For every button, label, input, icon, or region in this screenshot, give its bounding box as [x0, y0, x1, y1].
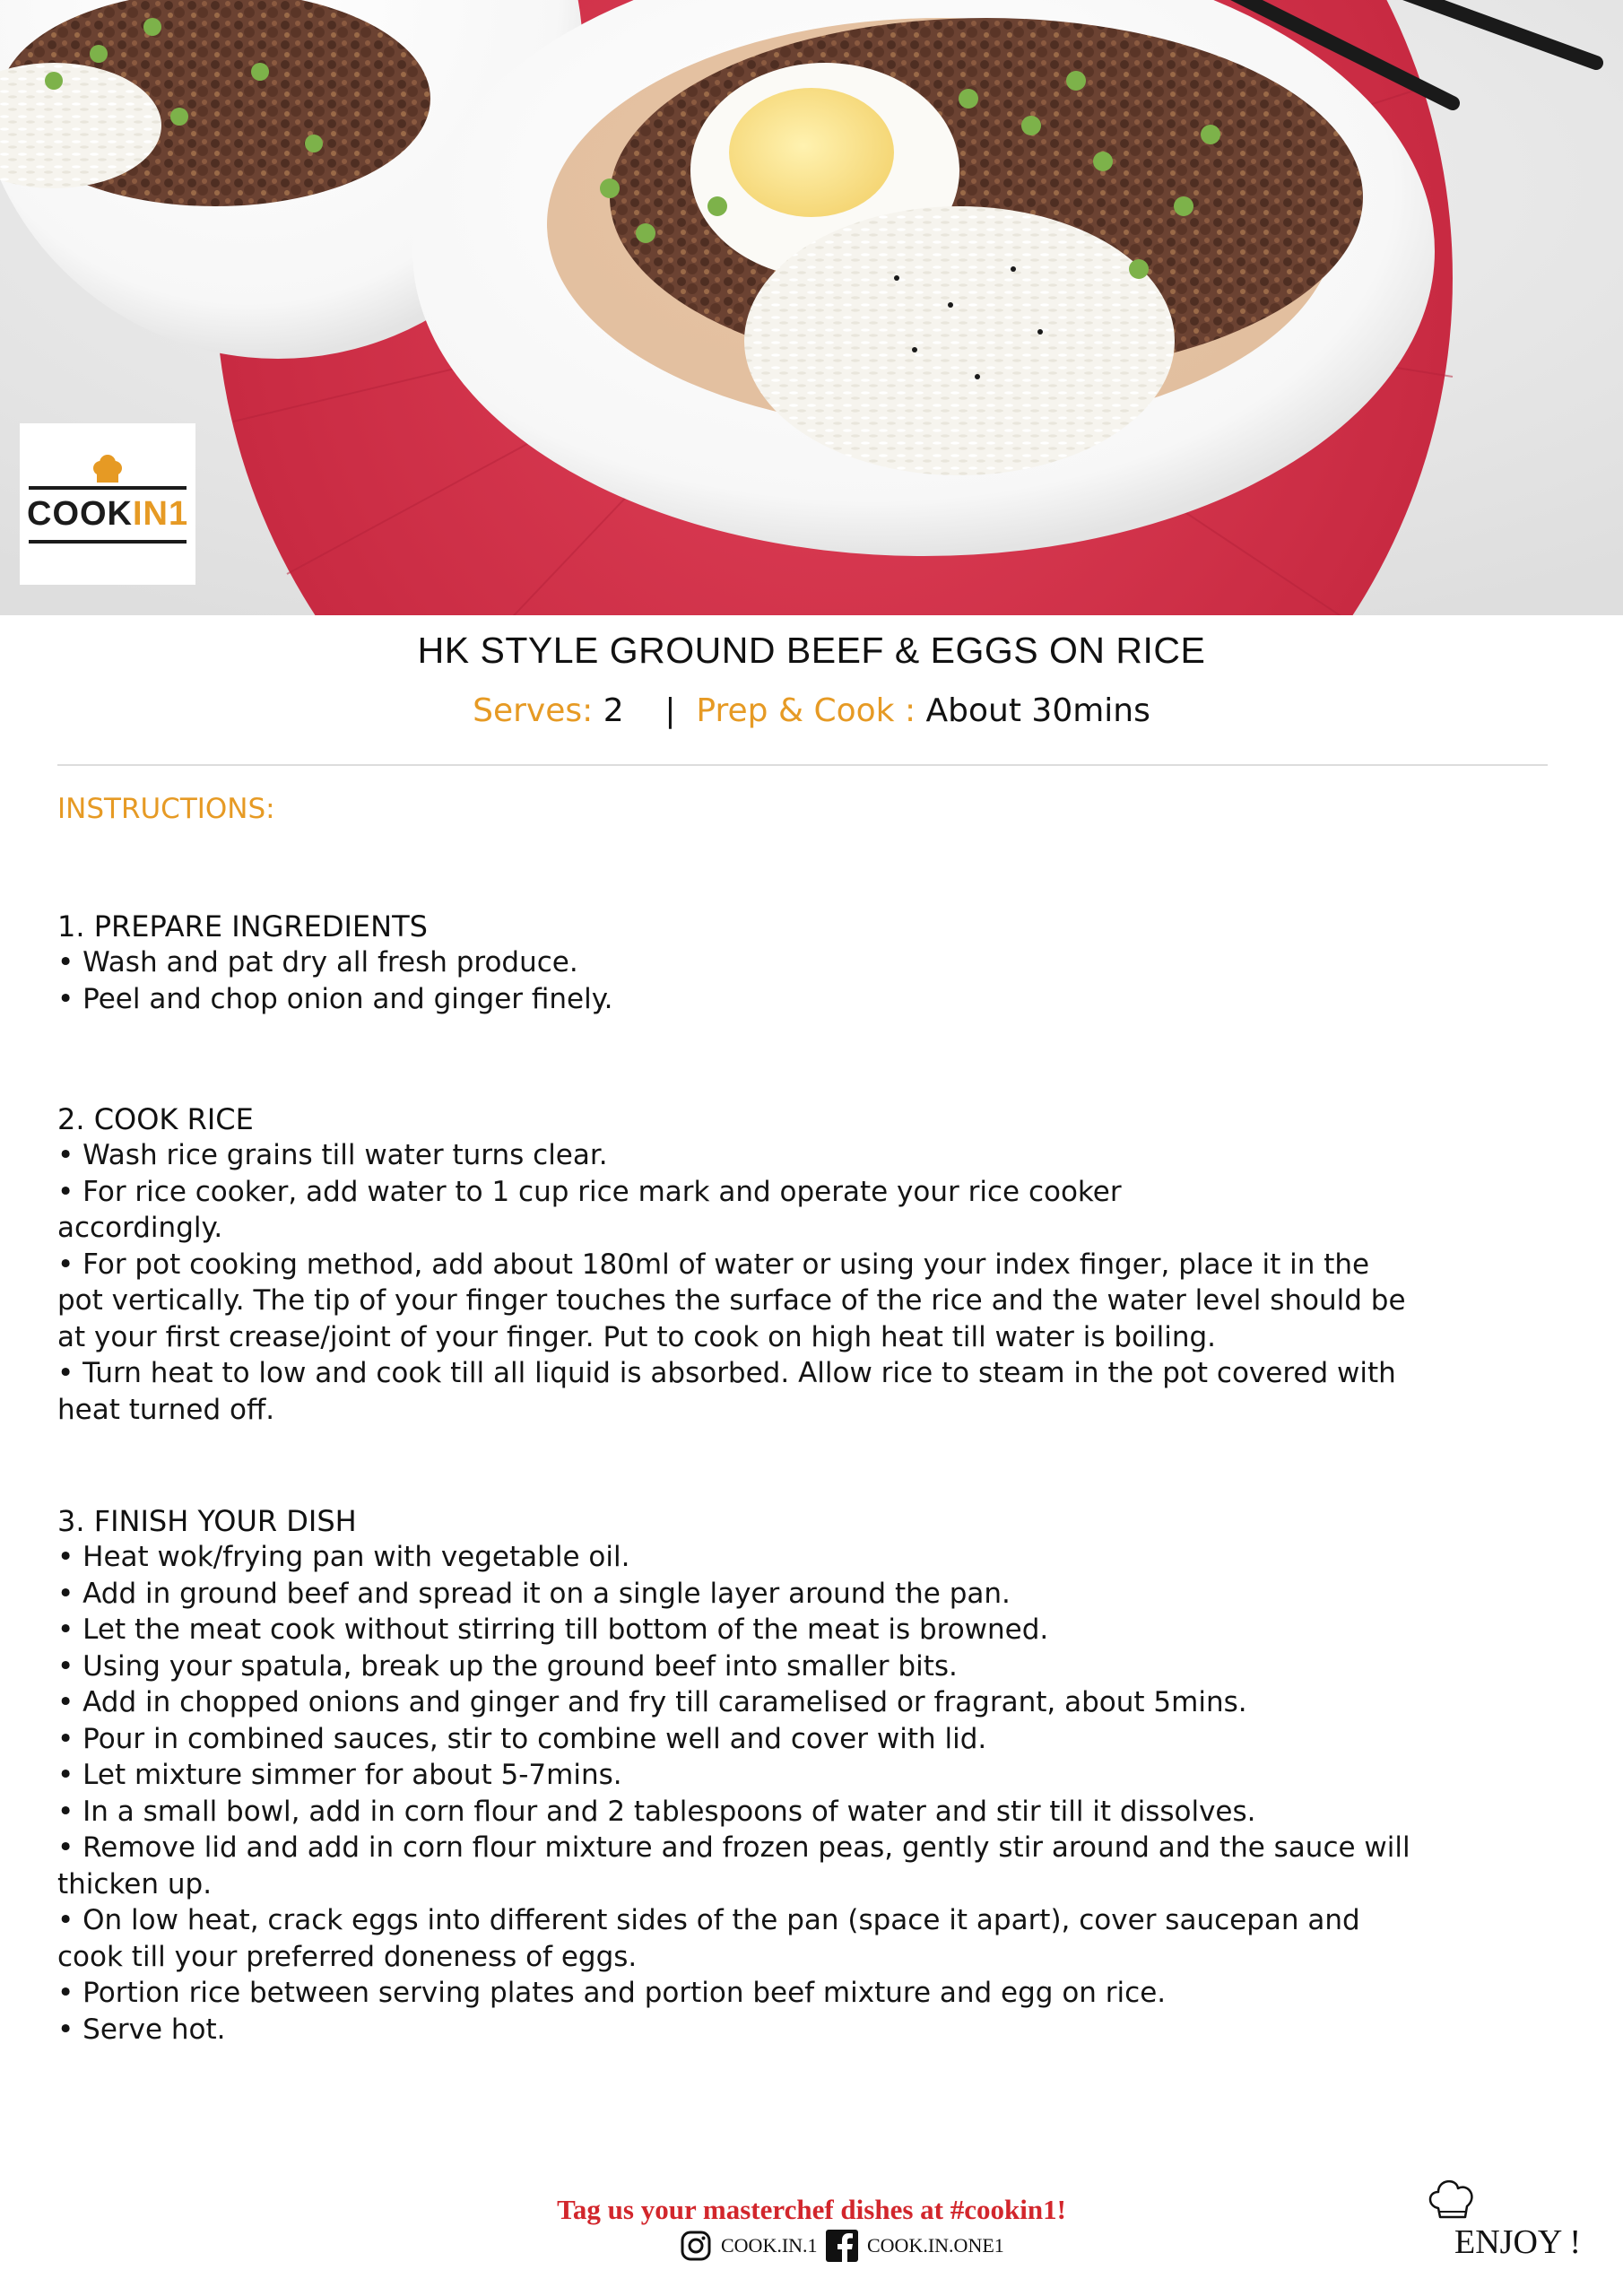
- step-line: • Portion rice between serving plates and portion beef mixture and egg on rice.: [57, 1977, 1167, 2009]
- step-line: thicken up.: [57, 1867, 213, 1900]
- logo-text-main: COOK: [27, 495, 133, 533]
- instructions-heading: INSTRUCTIONS:: [57, 793, 275, 825]
- step-line: • In a small bowl, add in corn flour and 2 tablespoons of water and stir till it dissolves.: [57, 1795, 1256, 1828]
- tagline: Tag us your masterchef dishes at #cookin1!: [557, 2194, 1066, 2225]
- recipe-meta: [0, 692, 1623, 729]
- instagram-icon: [680, 2230, 712, 2262]
- step-line: accordingly.: [57, 1212, 223, 1244]
- step-line: • Remove lid and add in corn flour mixture and frozen peas, gently stir around and the sauce will: [57, 1831, 1410, 1864]
- brand-logo: [20, 423, 195, 585]
- step-prepare-ingredients: [57, 909, 1564, 1017]
- facebook-icon: [826, 2230, 858, 2262]
- step-line: • Wash rice grains till water turns clear.: [57, 1139, 608, 1171]
- step-line: • On low heat, crack eggs into different sides of the pan (space it apart), cover saucepan and: [57, 1904, 1360, 1936]
- divider: [57, 764, 1548, 766]
- facebook-handle: COOK.IN.ONE1: [867, 2234, 1004, 2257]
- instagram-handle: COOK.IN.1: [721, 2234, 818, 2257]
- logo-rule-top: [29, 486, 187, 490]
- step-line: at your first crease/joint of your finger. Put to cook on high heat till water is boiling.: [57, 1320, 1217, 1353]
- step-line: • Using your spatula, break up the ground beef into smaller bits.: [57, 1649, 958, 1683]
- enjoy-text: ENJOY !: [1454, 2223, 1582, 2261]
- logo-wordmark: [27, 495, 188, 534]
- step-line: • Peel and chop onion and ginger finely.: [57, 982, 613, 1015]
- step-line: • Add in ground beef and spread it on a single layer around the pan.: [57, 1577, 1011, 1610]
- step-heading: 2. COOK RICE: [57, 1102, 254, 1136]
- step-cook-rice: [57, 1101, 1564, 1428]
- step-line: • Pour in combined sauces, stir to combine well and cover with lid.: [57, 1722, 987, 1755]
- dish-photo: [0, 0, 1623, 615]
- step-line: • Wash and pat dry all fresh produce.: [57, 946, 578, 978]
- step-line: • Heat wok/frying pan with vegetable oil.: [57, 1541, 630, 1573]
- recipe-title: HK STYLE GROUND BEEF & EGGS ON RICE: [417, 630, 1206, 671]
- chef-hat-icon: [1426, 2172, 1480, 2230]
- step-line: pot vertically. The tip of your finger touches the surface of the rice and the water level should be: [57, 1284, 1406, 1317]
- instagram-link[interactable]: [680, 2228, 818, 2264]
- prep-value: About 30mins: [925, 692, 1150, 729]
- step-line: • Let mixture simmer for about 5-7mins.: [57, 1759, 622, 1791]
- step-line: • Serve hot.: [57, 2013, 226, 2046]
- serves-label: Serves:: [473, 692, 594, 729]
- step-line: • Let the meat cook without stirring till bottom of the meat is browned.: [57, 1613, 1049, 1646]
- step-line: heat turned off.: [57, 1393, 275, 1426]
- step-heading: 3. FINISH YOUR DISH: [57, 1504, 357, 1538]
- step-line: cook till your preferred doneness of eggs.: [57, 1940, 638, 1973]
- chef-hat-icon: [20, 423, 195, 495]
- prep-label: Prep & Cook :: [696, 692, 916, 729]
- meta-separator: |: [664, 692, 676, 729]
- step-finish-dish: [57, 1503, 1564, 2048]
- step-line: • For pot cooking method, add about 180ml of water or using your index finger, place it in the: [57, 1248, 1370, 1281]
- logo-rule-bottom: [29, 540, 187, 544]
- step-line: • For rice cooker, add water to 1 cup rice mark and operate your rice cooker: [57, 1175, 1122, 1208]
- serves-value: 2: [603, 692, 624, 729]
- hero-photo: [0, 0, 1623, 615]
- facebook-link[interactable]: [826, 2228, 1004, 2264]
- step-heading: 1. PREPARE INGREDIENTS: [57, 909, 428, 944]
- step-line: • Turn heat to low and cook till all liquid is absorbed. Allow rice to steam in the pot covered with: [57, 1357, 1396, 1389]
- step-line: • Add in chopped onions and ginger and fry till caramelised or fragrant, about 5mins.: [57, 1686, 1247, 1718]
- logo-text-accent: IN1: [133, 495, 189, 533]
